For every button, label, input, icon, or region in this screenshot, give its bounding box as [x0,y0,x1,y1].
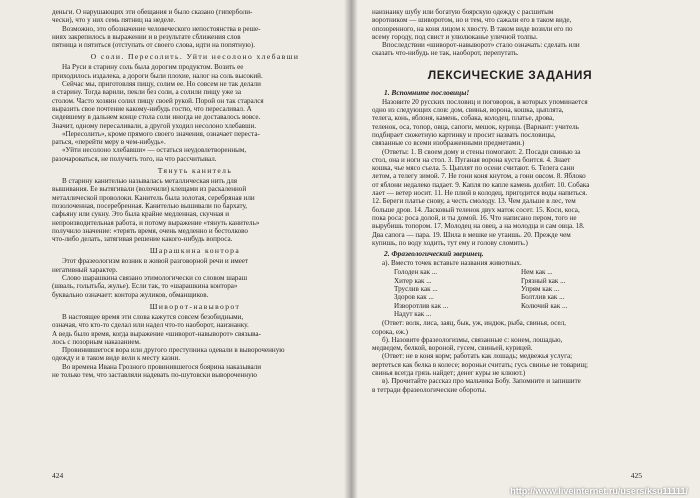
task-2a-answer [372,319,648,336]
text-line: теленок, оса, топор, овца, сапоги, мешок, курица. (Вариант: учитель [372,122,579,131]
text-line: вертеться как белка в колесе; вороньи считать; гусь свинье не товарищ; [372,360,588,369]
text-line: разочароваться, не получить того, на что рассчитывал. [52,154,217,163]
text-line: буквально означает: контора жуликов, обманщиков. [52,290,209,299]
text-line: в). Прочитайте рассказ про мальчика Бобу. Запомните и запишите [382,377,581,386]
text-line: 12. Береги платье снову, а честь смолоду. 13. Чем дальше в лес, тем [372,197,576,206]
text-line: Два сапога — пара. 19. Шила в мешке не утаишь. 20. Прежде чем [372,230,571,239]
simile-item: Голоден как ... [394,268,438,277]
text-line: Назовите 20 русских пословиц и поговорок, в которых упоминается [382,97,588,106]
text-line: летом, а телегу зимой. 7. Не гони коня кнутом, а гони овсом. 8. Яблоко [372,172,586,181]
text-line: вышивания. Ее вытягивали (волочили) клещами из раскаленной [52,185,247,194]
text-line: Слово шарашкина связано этимологически со словом шараш [62,274,248,283]
text-line: стол, она и ноги на стол. 3. Пуганая ворона куста боится. 4. Знает [372,155,571,164]
simile-item: Упрям как ... [521,285,560,294]
right-page [350,0,700,498]
section-kanitel [52,177,338,243]
text-line: (Ответ: волк, лиса, заяц, бык, уж, индюк, рыба, свинья, осел, [382,319,566,328]
simile-item: Нем как ... [521,268,553,277]
text-line: Во времена Ивана Грозного провинившегося боярина наказывали [62,362,262,371]
text-line: кошка, чье мясо съела. 5. Цыплят по осени считают. 6. Телега сани [372,164,575,173]
text-line: телега, конь, яблоня, камень, собака, колодец, платье, дрова, [372,114,555,123]
text-line: негативный характер. [52,265,118,274]
text-line: получило значение: «терять время, очень медленно и бестолково [52,226,248,235]
simile-item: Изворотлив как ... [394,301,449,310]
text-line: медведем, белкой, вороной, гусем, свиньей, курицей. [372,344,533,353]
continued-paragraph [372,8,648,58]
text-line: деньги. О нарушающих эти обещания и было сказано (гиперболи- [52,8,253,16]
task-1 [372,98,648,247]
text-line: наизнанку шубу или богатую боярскую одежду с расшитым [372,8,554,16]
text-line: столом. Часто хозяин солил пищу своей рукой. Порой он так старался [52,96,264,105]
text-line: Впоследствии «шиворот-навыворот» стало означать: сделать или [382,41,580,50]
text-line: лось с позорным наказанием. [52,337,141,346]
text-line: (Ответы: 1. В своем дому и стены помогают. 2. Посади свинью за [382,147,581,156]
text-line: в тетради фразеологические обороты. [372,385,487,394]
section-salt [52,63,338,163]
section-shivorot [52,313,338,379]
text-line: всему городу, под свист и улюлюканье уличной толпы. [372,32,538,41]
text-line: Провинившегося вора или другого преступника одевали в вывороченную [62,346,285,355]
text-line: вырубишь топором. 17. Молодец на овец, а на молодца и сам овца. 18. [372,222,585,231]
text-line: пока роса: роса долой, и ты домой. 16. Что написано пером, того не [372,213,577,222]
similes-left-column [394,268,521,318]
page-number-right: 425 [630,471,642,480]
text-line: связанные со всеми изображенными предметами.) [372,139,525,148]
text-line: б). Назовите фразеологизмы, связанные с: конем, лошадью, [382,335,563,344]
text-line: Сейчас мы, приготовляя пищу, солим ее. Но совсем не так делали [62,80,261,89]
section-title-sharashka: Шарашкина контора [149,246,241,256]
text-line: выразить свое почтение какому-нибудь гостю, что пересаливал. А [52,104,252,113]
text-line: ниях закрепилось в выражении и в результате сближения слов [52,32,241,41]
simile-item: Болтлив как ... [521,293,565,302]
task-2-title: 2. Фразеологический зверинец. [384,249,484,259]
text-line: Этот фразеологизм возник в живой разговорной речи и имеет [62,257,249,266]
text-line: раться, «перейти меру в чем-нибудь». [52,138,166,147]
text-line: опозоренного, на коня лицом к хвосту. В таком виде возили его по [372,24,573,33]
text-line: лает — ветер носит. 11. Не плюй в колодец, пригодится воды напиться. [372,189,588,198]
text-line: сказать что-нибудь не так, наоборот, перепутать. [372,49,519,58]
simile-item: Колючий как ... [521,301,568,310]
text-line: А ведь было время, когда выражение «шиворот-навыворот» связыва- [52,329,261,338]
task-1-title: 1. Вспомните пословицы! [384,87,470,97]
section-title-kanitel: Тянуть канитель [157,166,233,176]
text-line: позолоченная, посеребренная. Канителью вышивали по бархату, [52,201,248,210]
text-line: сидевшему в дальнем конце стола соли иногда не доставалось вовсе. [52,113,261,122]
watermark: http://www.liveinternet.ru/users/ksu11111/ [510,486,688,496]
text-line: (шваль, голытьба, жулье). Если так, то «шарашкина контора» [52,282,238,291]
simile-item: Труслив как ... [394,285,438,294]
text-line: сафьяну или сукну. Это была крайне медленная, скучная и [52,210,230,219]
text-line: Возможно, это обозначение человеческого непостоянства в реше- [62,24,261,33]
book-gutter-shadow [344,0,358,498]
intro-paragraph [52,8,338,49]
text-line: подбирает сюжетную картинку и просит назвать пословицы, [372,130,556,139]
text-line: в старину. Тогда варили, пекли без соли, а солили пищу уже за [52,88,241,97]
chapter-heading: ЛЕКСИЧЕСКИЕ ЗАДАНИЯ [427,67,593,82]
text-line: Значит, одному пересаливали, а другой уходил несолоно хлебавши. [52,121,257,130]
task-2a-instruction: а). Вместо точек вставьте названия животных. [382,259,522,268]
page-number-left: 424 [52,471,64,480]
text-line: приходилось издалека, а дороги были плохие, налог на соль высокий. [52,71,263,80]
section-sharashka [52,257,338,298]
text-line: больше дров. 14. Ласковый теленок двух маток сосет. 15. Коси, коса, [372,205,580,214]
text-line: свинья всегда грязь найдет; денег куры не клюют.) [372,368,526,377]
text-line: чески), что у них семь пятниц на неделе. [52,16,176,25]
text-line: В старину канителью называлась металлическая нить для [62,177,238,186]
text-line: металлической проволоки. Канитель была золотая, серебряная или [52,193,255,202]
text-line: пятница и пятиться (отступать от своего слова, идти на попятную). [52,41,255,50]
text-line: воротником — шиворотом, но и тем, что сажали его в таком виде, [372,16,572,25]
text-line: одно из следующих слов: дом, свинья, ворона, кошка, цыплята, [372,106,564,115]
text-line: На Руси в старину соль была дорогим продуктом. Возить ее [62,63,244,72]
text-line: не только тем, что заставляли надевать по-шутовски вывороченную [52,370,257,379]
text-line: сорока, еж.) [372,327,409,336]
text-line: от яблони недалеко падает. 9. Капля по капле камень долбит. 10. Собака [372,180,590,189]
text-line: (Ответ: не в коня корм; работать как лошадь; медвежья услуга; [382,352,573,361]
simile-item: Здоров как ... [394,293,434,302]
text-line: «Пересолить», кроме прямого своего значения, означает переста- [62,129,260,138]
animal-similes [394,268,648,318]
similes-right-column [521,268,648,318]
text-line: «Уйти несолоно хлебавши» — остаться неудовлетворенным, [62,146,247,155]
simile-item: Грязный как ... [521,276,566,285]
simile-item: Хитер как ... [394,276,432,285]
task-2b [372,336,648,394]
section-title-shivorot: Шиворот-навыворот [149,301,241,311]
text-line: что-либо делать, затягивая решение какого-нибудь вопроса. [52,235,233,244]
text-line: одежду и в таком виде вели к месту казни. [52,354,181,363]
text-line: непроизводительная работа, и потому выражение «тянуть канитель» [52,218,260,227]
simile-item: Надут как ... [394,309,432,318]
text-line: В настоящее время эти слова кажутся совсем безобидными, [62,312,244,321]
section-title-salt: О соли. Пересолить. Уйти несолоно хлебавши [90,52,300,62]
text-line: означая, что кто-то сделал или надел что-то наоборот, наизнанку. [52,321,249,330]
text-line: купишь, по воду ходить, тут ему и голову сломить.) [372,238,528,247]
